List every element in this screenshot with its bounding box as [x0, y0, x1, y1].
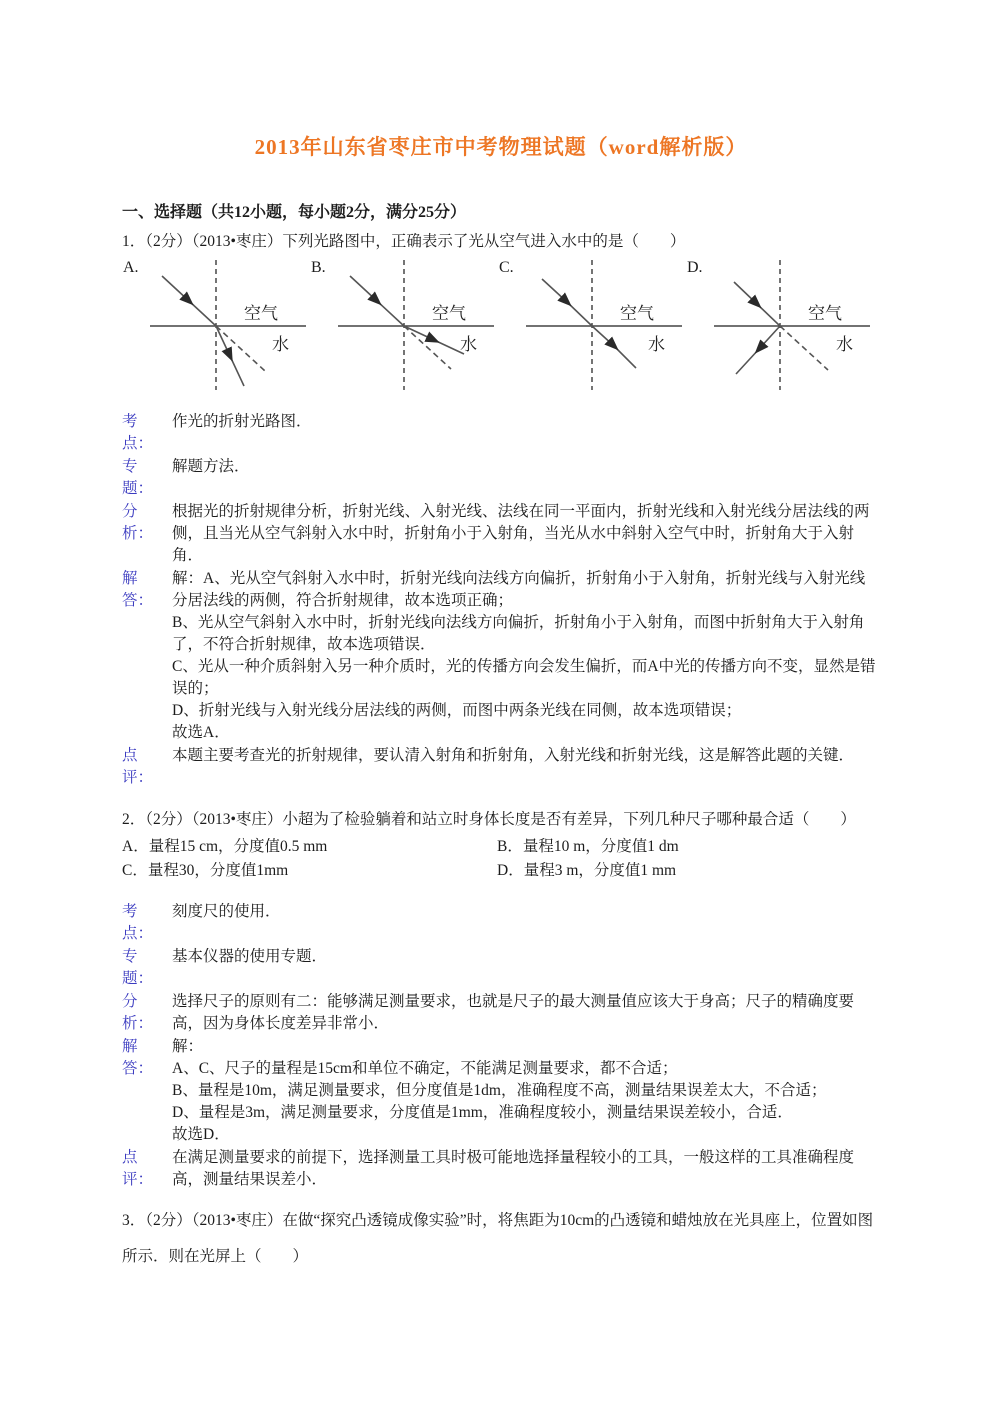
diagram-option-c — [498, 258, 686, 399]
incident-ray — [162, 276, 216, 326]
analysis-row-zhuanti — [122, 946, 880, 990]
question-2-stem: 2．（2分）（2013•枣庄）小超为了检验躺着和站立时身体长度是否有差异，下列几种尺子哪种最合适（ ） — [122, 811, 856, 828]
document-title: 2013年山东省枣庄市中考物理试题（word解析版） — [254, 135, 748, 159]
dashed-continuation-ray — [780, 326, 828, 370]
diagram-letter-a: A. — [123, 259, 139, 276]
option-c: C．量程30，分度值1mm — [122, 862, 289, 879]
refracted-ray — [404, 326, 464, 354]
analysis-label: 解 答： — [122, 1038, 154, 1077]
water-label: 水 — [272, 335, 289, 354]
analysis-content: 解题方法． — [172, 458, 250, 475]
analysis-row-kaodian — [122, 901, 880, 945]
analysis-content: 基本仪器的使用专题． — [172, 948, 328, 965]
refracted-ray — [216, 326, 244, 386]
analysis-row-fenxi — [122, 501, 880, 567]
diagram-letter-c: C. — [499, 259, 514, 276]
light-path-diagram-a — [144, 258, 309, 398]
analysis-content: 作光的折射光路图． — [172, 413, 312, 430]
analysis-label: 解 答： — [122, 570, 154, 609]
light-path-diagram-b — [332, 258, 497, 398]
analysis-row-dianping — [122, 745, 880, 789]
question-2-analysis — [122, 901, 880, 1191]
analysis-row-zhuanti — [122, 456, 880, 500]
analysis-label: 点 评： — [122, 1149, 154, 1188]
incident-ray — [350, 276, 404, 326]
analysis-label: 分 析： — [122, 993, 154, 1032]
question-1-analysis — [122, 411, 880, 789]
air-label: 空气 — [432, 304, 466, 323]
analysis-row-kaodian — [122, 411, 880, 455]
analysis-row-jieda — [122, 1036, 880, 1146]
light-path-diagram-d — [708, 258, 873, 398]
analysis-content: 解： A、C、尺子的量程是15cm和单位不确定，不能满足测量要求，都不合适； B、量程是10m，满足测量要求，但分度值是1dm，准确程度不高，测量结果误差太大，不合适； D、量程是3m，满足测量要求，分度值是1mm，准确程度较小，测量结果误差较小，合适． 故选D． — [172, 1038, 827, 1143]
analysis-label: 考 点： — [122, 413, 154, 452]
question-1-stem: 1．（2分）（2013•枣庄）下列光路图中，正确表示了光从空气进入水中的是（ ） — [122, 233, 686, 250]
question-1-diagrams — [122, 258, 880, 399]
document-content — [122, 0, 880, 1275]
air-label: 空气 — [244, 304, 278, 323]
diagram-letter-d: D. — [687, 259, 703, 276]
water-label: 水 — [460, 335, 477, 354]
diagram-letter-b: B. — [311, 259, 326, 276]
analysis-content: 本题主要考查光的折射规律，要认清入射角和折射角，入射光线和折射光线，这是解答此题的关键． — [172, 747, 855, 764]
air-label: 空气 — [620, 304, 654, 323]
analysis-label: 专 题： — [122, 948, 154, 987]
incident-ray — [542, 279, 592, 326]
analysis-row-jieda — [122, 568, 880, 744]
analysis-content: 根据光的折射规律分析，折射光线、入射光线、法线在同一平面内，折射光线和入射光线分居法线的两侧，且当光从空气斜射入水中时，折射角小于入射角，当光从水中斜射入空气中时，折射角大于入射角． — [172, 503, 870, 564]
diagram-option-a — [122, 258, 310, 399]
analysis-label: 考 点： — [122, 903, 154, 942]
diagram-option-b — [310, 258, 498, 399]
dashed-continuation-ray — [216, 326, 265, 371]
water-label: 水 — [836, 335, 853, 354]
analysis-row-fenxi — [122, 991, 880, 1035]
dashed-continuation-ray — [404, 326, 451, 369]
analysis-label: 点 评： — [122, 747, 154, 786]
air-label: 空气 — [808, 304, 842, 323]
water-label: 水 — [648, 335, 665, 354]
diagram-option-d — [686, 258, 874, 399]
straight-through-ray — [592, 326, 636, 368]
analysis-label: 专 题： — [122, 458, 154, 497]
question-3-stem: 3．（2分）（2013•枣庄）在做“探究凸透镜成像实验”时，将焦距为10cm的凸透镜和蜡烛放在光具座上，位置如图所示．则在光屏上（ ） — [122, 1212, 874, 1265]
analysis-content: 解：A、光从空气斜射入水中时，折射光线向法线方向偏折，折射角小于入射角，折射光线与入射光线分居法线的两侧，符合折射规律，故本选项正确； B、光从空气斜射入水中时，折射光线向法线方向偏折，折射角小于入射角，而图中折射角大于入射角了，不符合折射规律，故本选项错误． C、光从一种介质斜射入另一种介质时，光的传播方向会发生偏折，而A中光的传播方向不变，显然是错误的； D、折射光线与入射光线分居法线的两侧，而图中两条光线在同侧，故本选项错误； 故选A． — [172, 570, 876, 741]
section-heading: 一、选择题（共12小题，每小题2分，满分25分） — [122, 204, 467, 221]
analysis-content: 选择尺子的原则有二：能够满足测量要求，也就是尺子的最大测量值应该大于身高；尺子的精确度要高，因为身体长度差异非常小． — [172, 993, 855, 1032]
analysis-label: 分 析： — [122, 503, 154, 542]
light-path-diagram-c — [520, 258, 685, 398]
incident-ray — [734, 282, 780, 326]
analysis-row-dianping — [122, 1147, 880, 1191]
analysis-content: 刻度尺的使用． — [172, 903, 281, 920]
analysis-content: 在满足测量要求的前提下，选择测量工具时极可能地选择量程较小的工具，一般这样的工具准确程度高，测量结果误差小． — [172, 1149, 855, 1188]
wrong-side-ray — [736, 326, 780, 374]
option-a: A．量程15 cm，分度值0.5 mm — [122, 838, 328, 855]
option-d: D．量程3 m，分度值1 mm — [497, 862, 677, 879]
option-b: B．量程10 m，分度值1 dm — [497, 838, 679, 855]
question-2-options — [122, 835, 880, 883]
